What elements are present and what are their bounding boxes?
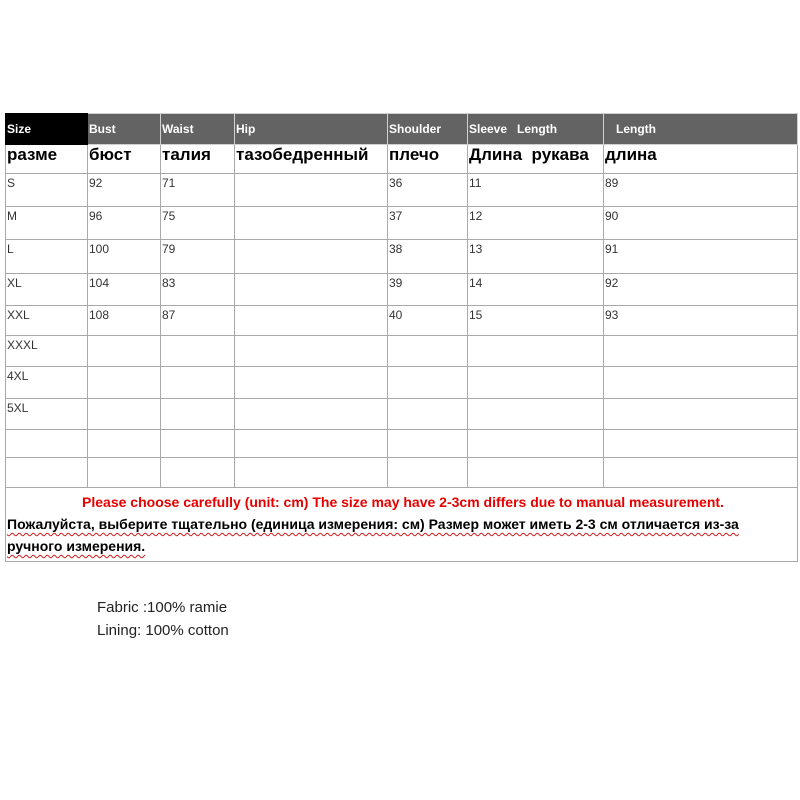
cell-sleeve-length: 12: [468, 207, 604, 240]
size-chart-table: [5, 113, 798, 562]
fabric-info: [97, 596, 229, 642]
cell-size: [6, 458, 88, 488]
cell-length: [604, 336, 798, 367]
header-row-russian: [6, 145, 798, 174]
cell-hip: [235, 399, 388, 430]
cell-shoulder: [388, 458, 468, 488]
cell-sleeve-length: 13: [468, 240, 604, 274]
cell-length: [604, 399, 798, 430]
cell-length: 92: [604, 274, 798, 306]
size-row: [6, 458, 798, 488]
size-row: [6, 306, 798, 336]
size-row: [6, 336, 798, 367]
size-row: [6, 430, 798, 458]
cell-shoulder: 40: [388, 306, 468, 336]
cell-bust: 104: [88, 274, 161, 306]
header-ru-hip: тазобедренный: [235, 145, 388, 174]
cell-length: 89: [604, 174, 798, 207]
header-ru-shoulder: плечо: [388, 145, 468, 174]
cell-bust: 108: [88, 306, 161, 336]
cell-bust: 92: [88, 174, 161, 207]
cell-waist: [161, 458, 235, 488]
cell-size: 5XL: [6, 399, 88, 430]
note-english: Please choose carefully (unit: cm) The size may have 2-3cm differs due to manual measurement.: [82, 494, 724, 510]
cell-waist: 75: [161, 207, 235, 240]
note-russian-wrapper: [7, 513, 795, 557]
cell-size: 4XL: [6, 367, 88, 399]
cell-bust: 96: [88, 207, 161, 240]
cell-bust: [88, 399, 161, 430]
cell-bust: [88, 336, 161, 367]
size-row: [6, 274, 798, 306]
cell-bust: [88, 430, 161, 458]
cell-size: XXL: [6, 306, 88, 336]
size-row: [6, 174, 798, 207]
header-hip: Hip: [235, 114, 388, 145]
cell-sleeve-length: [468, 367, 604, 399]
cell-size: XL: [6, 274, 88, 306]
cell-sleeve-length: [468, 458, 604, 488]
cell-shoulder: [388, 336, 468, 367]
size-row: [6, 367, 798, 399]
cell-hip: [235, 274, 388, 306]
fabric-line: Fabric :100% ramie: [97, 599, 228, 616]
size-row: [6, 399, 798, 430]
header-ru-waist: талия: [161, 145, 235, 174]
cell-sleeve-length: 14: [468, 274, 604, 306]
cell-sleeve-length: [468, 430, 604, 458]
cell-shoulder: [388, 367, 468, 399]
cell-length: 91: [604, 240, 798, 274]
size-chart-body: [6, 114, 798, 562]
cell-hip: [235, 306, 388, 336]
header-ru-length: длина: [604, 145, 798, 174]
cell-sleeve-length: 11: [468, 174, 604, 207]
cell-size: L: [6, 240, 88, 274]
header-sleeve-length: Sleeve Length: [468, 114, 604, 145]
cell-waist: 87: [161, 306, 235, 336]
cell-waist: [161, 336, 235, 367]
cell-shoulder: [388, 399, 468, 430]
header-size: Size: [6, 114, 88, 145]
cell-waist: [161, 430, 235, 458]
cell-hip: [235, 174, 388, 207]
cell-length: [604, 430, 798, 458]
cell-shoulder: 38: [388, 240, 468, 274]
cell-bust: [88, 458, 161, 488]
cell-bust: 100: [88, 240, 161, 274]
cell-waist: [161, 367, 235, 399]
cell-hip: [235, 367, 388, 399]
header-row-english: [6, 114, 798, 145]
cell-length: [604, 458, 798, 488]
measurement-note: [6, 488, 798, 562]
cell-waist: 83: [161, 274, 235, 306]
cell-hip: [235, 430, 388, 458]
size-row: [6, 207, 798, 240]
note-row: [6, 488, 798, 562]
cell-shoulder: [388, 430, 468, 458]
cell-length: [604, 367, 798, 399]
cell-shoulder: 36: [388, 174, 468, 207]
header-ru-size: разме: [6, 145, 88, 174]
cell-waist: [161, 399, 235, 430]
cell-size: XXXL: [6, 336, 88, 367]
cell-hip: [235, 240, 388, 274]
cell-length: 93: [604, 306, 798, 336]
cell-shoulder: 39: [388, 274, 468, 306]
lining-line: Lining: 100% cotton: [97, 622, 229, 639]
cell-bust: [88, 367, 161, 399]
cell-waist: 71: [161, 174, 235, 207]
header-bust: Bust: [88, 114, 161, 145]
header-ru-sleeve-length: Длина рукава: [468, 145, 604, 174]
size-row: [6, 240, 798, 274]
note-russian: Пожалуйста, выберите тщательно (единица измерения: см) Размер может иметь 2-3 см отличается из-за ручного измерения.: [7, 516, 739, 554]
cell-sleeve-length: [468, 399, 604, 430]
cell-size: M: [6, 207, 88, 240]
cell-sleeve-length: [468, 336, 604, 367]
cell-sleeve-length: 15: [468, 306, 604, 336]
header-waist: Waist: [161, 114, 235, 145]
header-shoulder: Shoulder: [388, 114, 468, 145]
cell-size: [6, 430, 88, 458]
cell-waist: 79: [161, 240, 235, 274]
cell-hip: [235, 207, 388, 240]
cell-hip: [235, 336, 388, 367]
cell-shoulder: 37: [388, 207, 468, 240]
cell-hip: [235, 458, 388, 488]
header-length: Length: [604, 114, 798, 145]
cell-length: 90: [604, 207, 798, 240]
header-ru-bust: бюст: [88, 145, 161, 174]
cell-size: S: [6, 174, 88, 207]
